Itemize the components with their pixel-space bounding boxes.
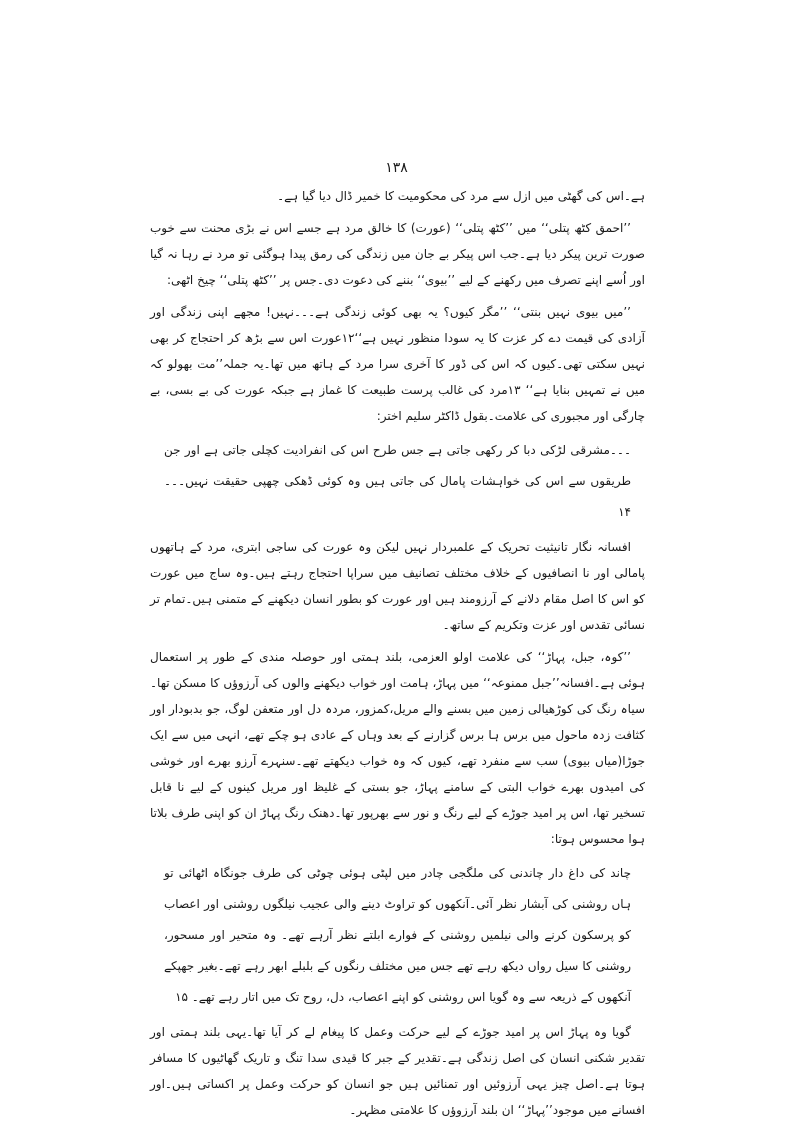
paragraph-2: ’’احمق کٹھ پتلی‘‘ میں ’’کٹھ پتلی‘‘ (عورت) کا خالق مرد ہے جسے اس نے بڑی محنت سے خوب صورت ترین پیکر دیا ہے۔جب اس پیکر بے جان میں زندگی کی رمق پیدا ہوگئی تو مرد نے رہا نہ گیا اور اُسے اپنے تصرف میں رکھنے کے لیے ’’بیوی‘‘ بننے کی دعوت دی۔جس پر ’’کٹھ پتلی‘‘ چیخ اٹھی: (150, 221, 645, 287)
page-body (150, 183, 645, 1129)
paragraph-4: افسانہ نگار تانیثیت تحریک کے علمبردار نہیں لیکن وہ عورت کی ساجی ابتری، مرد کے ہاتھوں پامالی اور نا انصافیوں کے خلاف مختلف تصانیف میں سراپا احتجاج رہتے ہیں۔وہ ساج میں عورت کو اس کا اصل مقام دلانے کے آرزومند ہیں اور عورت کو بطور انسان دیکھنے کے متمنی ہیں۔تمام تر نسائی تقدس اور عزت وتکریم کے ساتھ۔ (150, 540, 645, 632)
block-quote-1: ۔۔۔مشرقی لڑکی دبا کر رکھی جاتی ہے جس طرح اس کی انفرادیت کچلی جاتی ہے اور جن طریقوں سے اس کی خواہشات پامال کی جاتی ہیں وہ کوئی ڈھکی چھپی حقیقت نہیں۔۔۔ ۱۴ (164, 443, 631, 519)
paragraph-5: ’’کوہ، جبل، پہاڑ‘‘ کی علامت اولو العزمی، بلند ہمتی اور حوصلہ مندی کے طور پر استعمال ہوئی ہے۔افسانہ’’جبل ممنوعہ‘‘ میں پہاڑ، ہامت اور خواب دیکھنے والوں کی آرزوؤں کا مسکن تھا۔سیاہ رنگ کی کوڑھیالی زمین میں بسنے والے مریل،کمزور، مردہ دل اور متعفن لوگ، جو بدبودار اور کثافت زدہ ماحول میں برس ہا برس گزارنے کے بعد وہاں کے عادی ہو چکے تھے، انہی میں سے ایک جوڑا(میاں بیوی) سب سے منفرد تھے، کیوں کہ وہ خواب دیکھتے تھے۔سنہرے آرزو بھرے اور خوشی کی امیدوں بھرے خواب البتی کے سامنے پہاڑ، جو بستی کے غلیظ اور مریل کینوں کے لیے نا قابل تسخیر تھا، اس پر امید جوڑے کے لیے رنگ و نور سے بھرپور تھا۔دھنک رنگ پہاڑ ان کو اپنی طرف بلاتا ہوا محسوس ہوتا: (150, 650, 645, 846)
block-quote-2: چاند کی داغ دار چاندنی کی ملگجی چادر میں لپٹی ہوئی چوٹی کی طرف جونگاہ اٹھائی تو ہاں روشنی کی آبشار نظر آئی۔آنکھوں کو تراوٹ دینے والی عجیب نیلگوں روشنی اور اعصاب کو پرسکون کرنے والی نیلمیں روشنی کے فوارے ابلتے نظر آرہے تھے۔ وہ متحیر اور مسحور، روشنی کا سیل رواں دیکھ رہے تھے جس میں مختلف رنگوں کے بلبلے ابھر رہے تھے۔بغیر جھپکے آنکھوں کے ذریعہ سے وہ گویا اس روشنی کو اپنے اعصاب، دل، روح تک میں اتار رہے تھے۔ ۱۵ (164, 866, 631, 1004)
paragraph-3: ’’میں بیوی نہیں بنتی‘‘ ’’مگر کیوں؟ یہ بھی کوئی زندگی ہے۔۔۔نہیں! مجھے اپنی زندگی اور آزادی کی قیمت دے کر عزت کا یہ سودا منظور نہیں ہے‘‘۱۲عورت اس سے بڑھ کر احتجاج کر بھی نہیں سکتی تھی۔کیوں کہ اس کی ڈور کا آخری سرا مرد کے ہاتھ میں تھا۔یہ جملہ’’مت بھولو کہ میں نے تمہیں بنایا ہے‘‘ ۱۳مرد کی غالب پرست طبیعت کا غماز ہے جبکہ عورت کی بے بسی، بے چارگی اور مجبوری کی علامت۔بقول ڈاکٹر سلیم اختر: (150, 305, 646, 423)
page-number: ۱۳۸ (385, 160, 408, 176)
paragraph-6: گویا وہ پہاڑ اس پر امید جوڑے کے لیے حرکت وعمل کا پیغام لے کر آیا تھا۔یہی بلند ہمتی اور تقدیر شکنی انسان کی اصل زندگی ہے۔تقدیر کے جبر کا قیدی سدا تنگ و تاریک گھاٹیوں کا مسافر ہوتا ہے۔اصل چیز یہی آرزوئیں اور تمنائیں ہیں جو انسان کو حرکت وعمل پر اکساتی ہیں۔اور افسانے میں موجود’’پہاڑ‘‘ ان بلند آرزوؤں کا علامتی مظہر۔ (150, 1025, 645, 1117)
paragraph-1: ہے۔اس کی گھٹی میں ازل سے مرد کی محکومیت کا خمیر ڈال دیا گیا ہے۔ (277, 189, 645, 203)
